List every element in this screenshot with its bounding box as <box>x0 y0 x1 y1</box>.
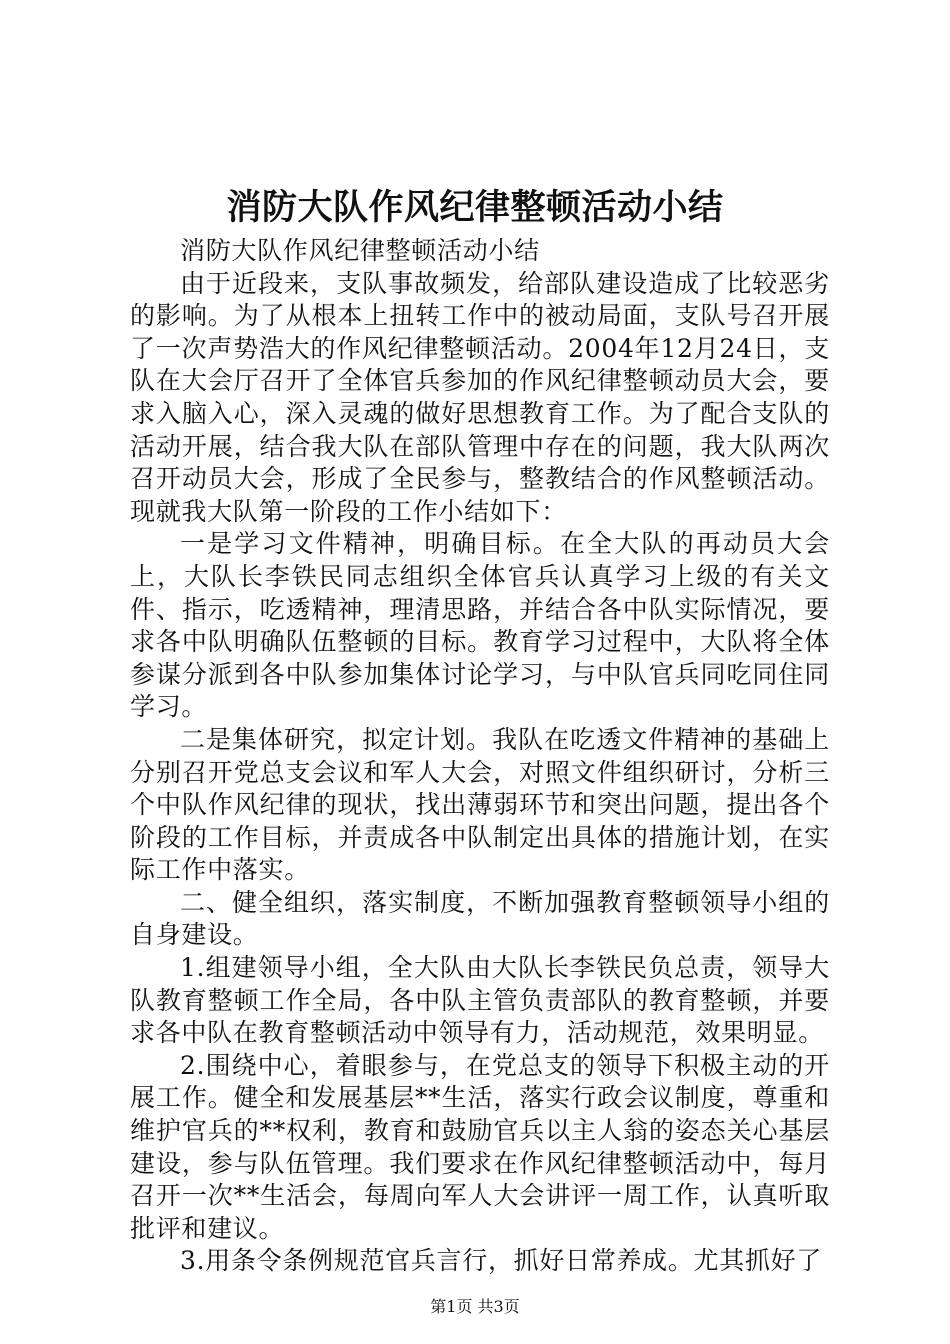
paragraph-point-one: 一是学习文件精神，明确目标。在全大队的再动员大会上，大队长李铁民同志组织全体官兵认真学习上级的有关文件、指示，吃透精神，理清思路，并结合各中队实际情况，要求各中队明确队伍整顿的目标。教育学习过程中，大队将全体参谋分派到各中队参加集体讨论学习，与中队官兵同吃同住同学习。 <box>130 529 830 722</box>
document-body <box>130 235 830 1278</box>
page-footer: 第1页 共3页 <box>430 1297 520 1316</box>
paragraph-subtitle: 消防大队作风纪律整顿活动小结 <box>180 236 540 265</box>
paragraph-item-2: 2.围绕中心，着眼参与，在党总支的领导下积极主动的开展工作。健全和发展基层**生活，落实行政会议制度，尊重和维护官兵的**权利，教育和鼓励官兵以主人翁的姿态关心基层建设，参与队伍管理。我们要求在作风纪律整顿活动中，每月召开一次**生活会，每周向军人大会讲评一周工作，认真听取批评和建议。 <box>130 1050 830 1243</box>
paragraph-intro: 由于近段来，支队事故频发，给部队建设造成了比较恶劣的影响。为了从根本上扭转工作中的被动局面，支队号召开展了一次声势浩大的作风纪律整顿活动。2004年12月24日，支队在大会厅召开了全体官兵参加的作风纪律整顿动员大会，要求入脑入心，深入灵魂的做好思想教育工作。为了配合支队的活动开展，结合我大队在部队管理中存在的问题，我大队两次召开动员大会，形成了全民参与，整教结合的作风整顿活动。现就我大队第一阶段的工作小结如下： <box>130 268 830 526</box>
paragraph-item-1: 1.组建领导小组，全大队由大队长李铁民负总责，领导大队教育整顿工作全局，各中队主管负责部队的教育整顿，并要求各中队在教育整顿活动中领导有力，活动规范，效果明显。 <box>130 953 830 1048</box>
paragraph-section-two: 二、健全组织，落实制度，不断加强教育整顿领导小组的自身建设。 <box>130 887 830 950</box>
paragraph-item-3: 3.用条令条例规范官兵言行，抓好日常养成。尤其抓好了 <box>180 1246 823 1276</box>
paragraph-point-two: 二是集体研究，拟定计划。我队在吃透文件精神的基础上分别召开党总支会议和军人大会，对照文件组织研讨，分析三个中队作风纪律的现状，找出薄弱环节和突出问题，提出各个阶段的工作目标，并责成各中队制定出具体的措施计划，在实际工作中落实。 <box>130 724 830 885</box>
document-title: 消防大队作风纪律整顿活动小结 <box>226 188 724 228</box>
